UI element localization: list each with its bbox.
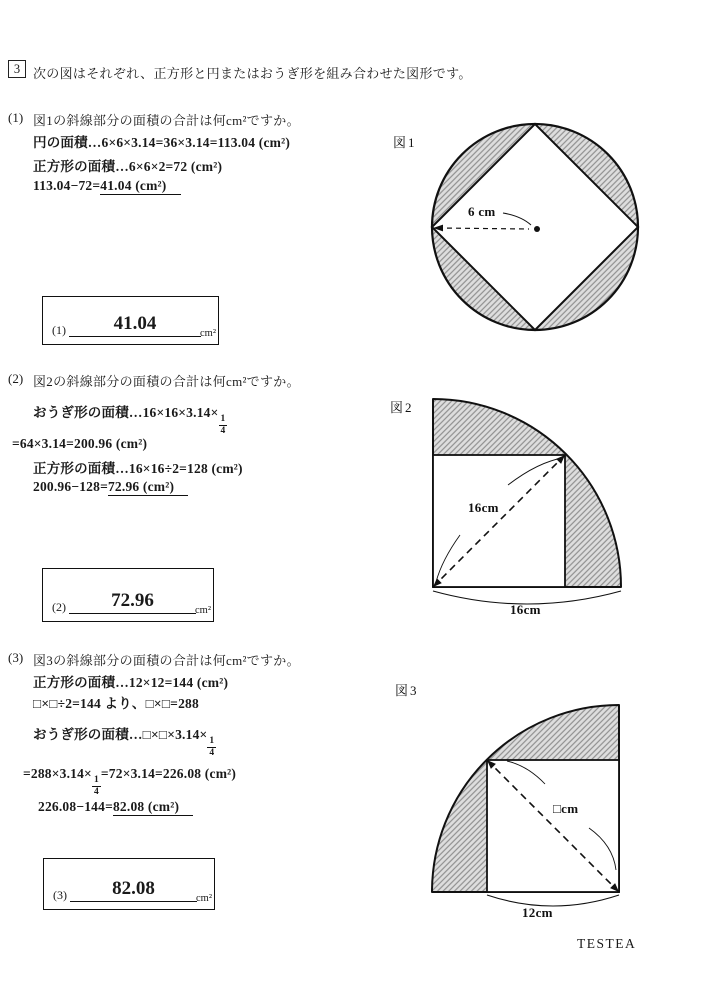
- center-dot: [534, 226, 540, 232]
- answer-box-2-label: (2): [52, 600, 66, 614]
- answer-box-3-label: (3): [53, 888, 67, 902]
- problem-3-final-pre: 226.08−144=: [38, 799, 113, 814]
- radius-dimension-label: 6 cm: [468, 204, 496, 219]
- problem-3-final-answer: 82.08 (cm²): [113, 799, 193, 816]
- figure-1-title: 図1: [393, 135, 417, 150]
- problem-2-sector-pre: おうぎ形の面積…16×16×3.14×: [33, 405, 219, 420]
- diagonal-dimension-label: □cm: [553, 801, 579, 816]
- problem-2-sector-line: [33, 401, 227, 436]
- problem-number: 3: [13, 61, 21, 76]
- problem-1-final-answer: 41.04 (cm²): [100, 178, 180, 195]
- figure-3-title: 図3: [395, 683, 419, 698]
- figure-1: [380, 105, 670, 355]
- answer-box-2: [42, 568, 214, 622]
- answer-box-3-unit: cm²: [196, 893, 212, 904]
- problem-3-work-line-2: □×□÷2=144 より、□×□=288: [33, 696, 199, 711]
- problem-3-sector-pre: おうぎ形の面積…□×□×3.14×: [33, 727, 208, 742]
- problem-1-work-line-2: 正方形の面積…6×6×2=72 (cm²): [33, 159, 223, 174]
- problem-1-question: 図1の斜線部分の面積の合計は何cm²ですか。: [33, 113, 300, 128]
- fraction-one-quarter: [207, 736, 216, 759]
- figure-2: [380, 392, 670, 620]
- answer-box-3-value: 82.08: [70, 879, 197, 902]
- problem-1-final-line: [33, 178, 181, 194]
- bottom-brace-curve: [487, 895, 619, 906]
- problem-2-final-answer: 72.96 (cm²): [108, 479, 188, 496]
- problem-2-final-line: [33, 479, 188, 495]
- fraction-one-quarter: [219, 414, 228, 437]
- diagonal-dimension-label: 16cm: [468, 500, 499, 515]
- answer-box-2-unit: cm²: [195, 605, 211, 616]
- problem-3-final-line: [38, 799, 193, 815]
- figure-3: [380, 670, 670, 930]
- answer-box-2-value: 72.96: [69, 591, 196, 614]
- answer-box-3: [43, 858, 215, 910]
- problem-2-work-line-3: 正方形の面積…16×16÷2=128 (cm²): [33, 461, 243, 476]
- problem-2-work-line-2: =64×3.14=200.96 (cm²): [12, 436, 148, 451]
- problem-1-work-line-1: 円の面積…6×6×3.14=36×3.14=113.04 (cm²): [33, 135, 291, 150]
- problem-3-work-line-1: 正方形の面積…12×12=144 (cm²): [33, 675, 229, 690]
- fraction-denominator: 4: [209, 748, 215, 759]
- problem-1-final-pre: 113.04−72=: [33, 178, 101, 193]
- answer-box-1-label: (1): [52, 323, 66, 337]
- answer-box-1-value: 41.04: [69, 314, 201, 337]
- problem-2-label: (2): [8, 371, 24, 386]
- fraction-numerator: 1: [220, 413, 226, 424]
- fraction-denominator: 4: [220, 426, 226, 437]
- problem-2-question: 図2の斜線部分の面積の合計は何cm²ですか。: [33, 374, 300, 389]
- bottom-dimension-label: 12cm: [522, 905, 553, 920]
- intro-text: 次の図はそれぞれ、正方形と円またはおうぎ形を組み合わせた図形です。: [33, 66, 472, 81]
- fraction-numerator: 1: [209, 735, 215, 746]
- problem-2-final-pre: 200.96−128=: [33, 479, 108, 494]
- problem-3-label: (3): [8, 650, 24, 665]
- fraction-one-quarter: [92, 775, 101, 798]
- fraction-numerator: 1: [93, 774, 99, 785]
- problem-number-box: [8, 60, 26, 78]
- problem-3-work-4-post: =72×3.14=226.08 (cm²): [100, 766, 237, 781]
- fraction-denominator: 4: [93, 787, 99, 798]
- figure-2-title: 図2: [390, 400, 414, 415]
- publisher-logo-text: TESTEA: [577, 936, 637, 951]
- problem-3-work-line-4: [23, 766, 236, 797]
- problem-3-work-4-pre: =288×3.14×: [23, 766, 92, 781]
- problem-3-sector-line: [33, 723, 216, 758]
- answer-box-1-unit: cm²: [200, 328, 216, 339]
- bottom-dimension-label: 16cm: [510, 602, 541, 617]
- problem-1-label: (1): [8, 110, 24, 125]
- answer-box-1: [42, 296, 219, 345]
- problem-3-question: 図3の斜線部分の面積の合計は何cm²ですか。: [33, 653, 300, 668]
